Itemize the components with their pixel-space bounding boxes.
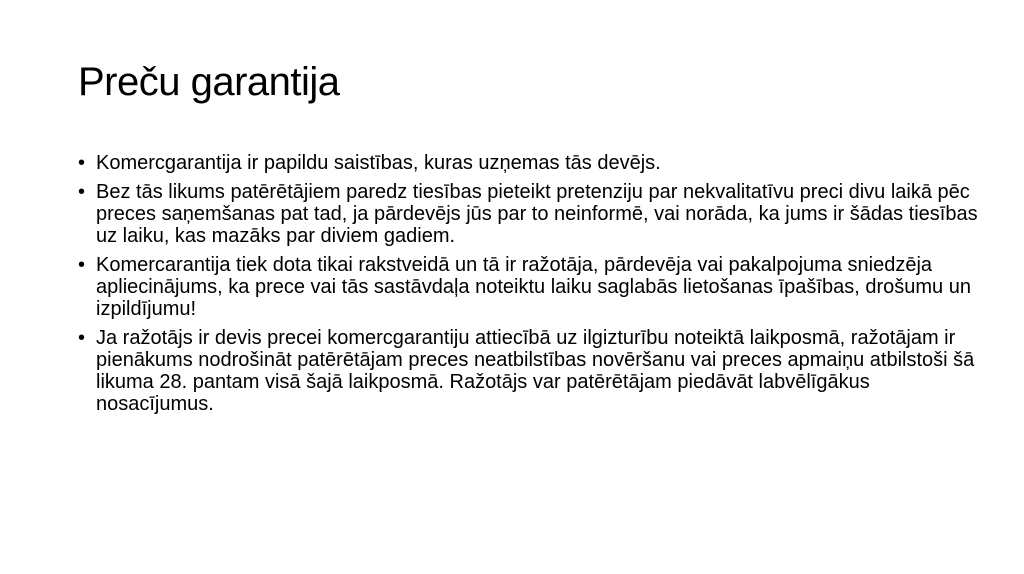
list-item bbox=[78, 181, 978, 247]
bullet-text: Bez tās likums patērētājiem paredz tiesības pieteikt pretenziju par nekvalitatīvu preci divu laikā pēc preces saņemšanas pat tad, ja pārdevējs jūs par to neinformē, vai norāda, ka jums ir šādas tiesības uz laiku, kas mazāks par diviem gadiem. bbox=[96, 181, 978, 247]
bullet-text: Komercarantija tiek dota tikai rakstveidā un tā ir ražotāja, pārdevēja vai pakalpojuma sniedzēja apliecinājums, ka prece vai tās sastāvdaļa noteiktu laiku saglabās lietošanas īpašības, drošumu un izpildījumu! bbox=[96, 254, 971, 320]
list-item bbox=[78, 327, 978, 415]
bullet-text: Komercgarantija ir papildu saistības, kuras uzņemas tās devējs. bbox=[96, 152, 661, 174]
bullet-icon: • bbox=[78, 254, 86, 276]
bullet-icon: • bbox=[78, 327, 86, 349]
bullet-icon: • bbox=[78, 152, 86, 174]
slide-title: Preču garantija bbox=[78, 60, 340, 104]
bullet-text: Ja ražotājs ir devis precei komercgarantiju attiecībā uz ilgizturību noteiktā laikposmā, ražotājam ir pienākums nodrošināt patērētājam preces neatbilstības novēršanu vai preces apmaiņu atbilstoši šā likuma 28. pantam visā šajā laikposmā. Ražotājs var patērētājam piedāvāt labvēlīgākus nosacījumus. bbox=[96, 327, 975, 415]
bullet-icon: • bbox=[78, 181, 86, 203]
list-item bbox=[78, 152, 978, 174]
bullet-list bbox=[78, 152, 978, 422]
list-item bbox=[78, 254, 978, 320]
